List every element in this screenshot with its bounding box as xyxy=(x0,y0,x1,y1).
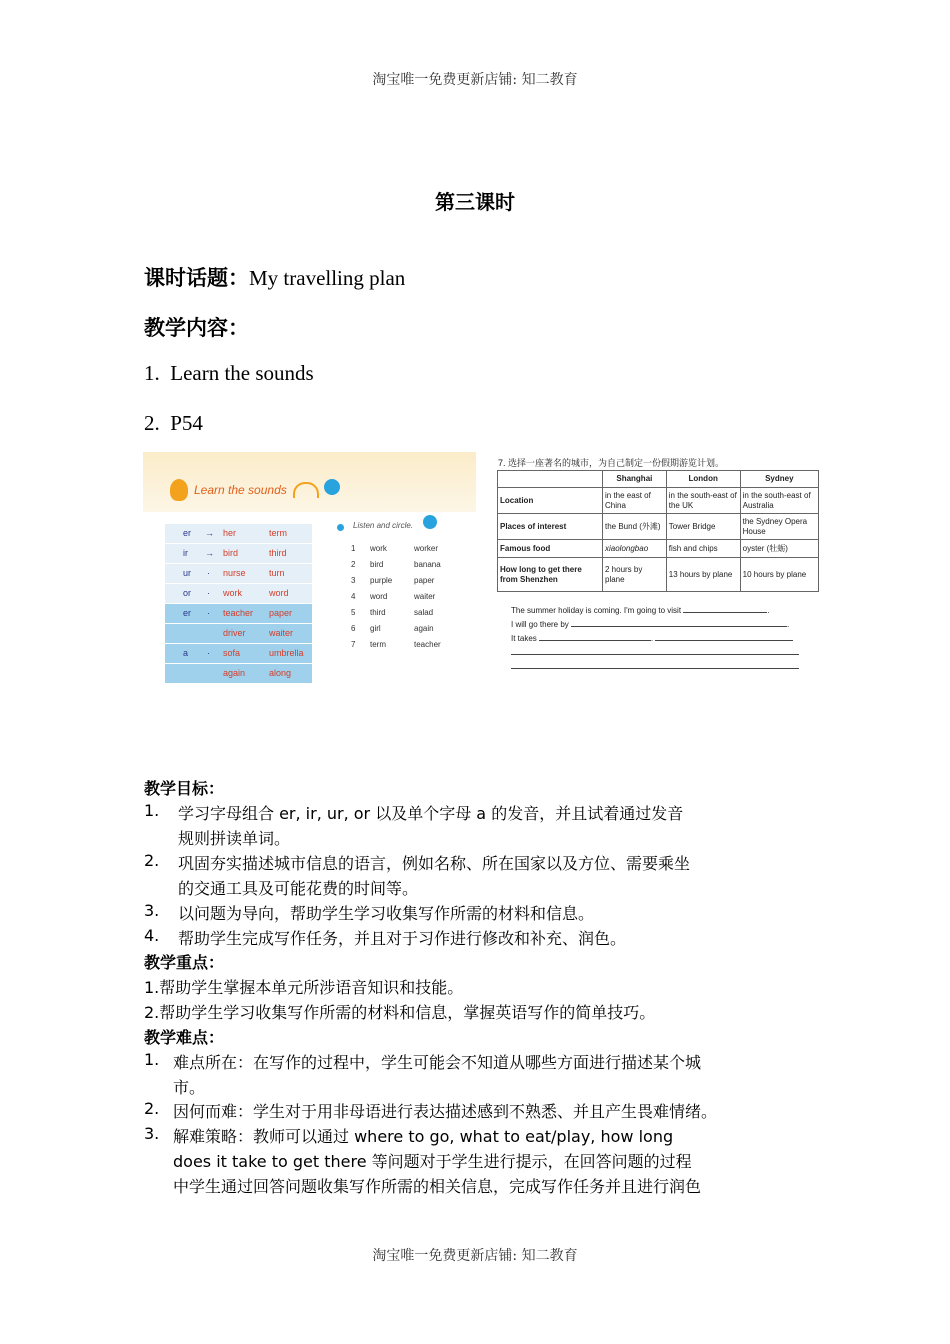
difficulties-heading: 教学难点： xyxy=(144,1028,225,1047)
table-row: er · teacher paper xyxy=(165,604,312,624)
city-header: Shanghai xyxy=(603,471,667,488)
topic-label: 课时话题 xyxy=(144,266,228,290)
exercise-question: 7. 选择一座著名的城市，为自己制定一份假期游览计划。 xyxy=(498,458,725,468)
page-footer: 淘宝唯一免费更新店铺: 知二教育 xyxy=(372,1248,578,1264)
sounds-table xyxy=(165,524,312,684)
topic-colon: ： xyxy=(228,266,249,290)
goal-2-cont: 的交通工具及可能花费的时间等。 xyxy=(178,879,419,898)
writing-template: The summer holiday is coming. I'm going to visit . I will go there by . It takes . xyxy=(511,604,811,674)
goal-1: 学习字母组合 er, ir, ur, or 以及单个字母 a 的发音，并且试着通过发音 xyxy=(178,804,684,823)
difficulty-2: 因何而难：学生对于用非母语进行表达描述感到不熟悉、并且产生畏难情绪。 xyxy=(173,1102,718,1121)
exercise-image xyxy=(495,452,825,684)
list-item: 4 word waiter xyxy=(351,592,436,601)
table-row: Location in the east of China in the south-east of the UK in the south-east of Australia xyxy=(498,488,819,514)
table-row: er → her term xyxy=(165,524,312,544)
difficulty-1: 难点所在：在写作的过程中，学生可能会不知道从哪些方面进行描述某个城 xyxy=(173,1053,702,1072)
table-row: How long to get there from Shenzhen 2 hours by plane 13 hours by plane 10 hours by plane xyxy=(498,558,819,592)
location-pin-icon xyxy=(324,479,340,495)
goals-heading: 教学目标： xyxy=(144,779,225,798)
writing-line-3: It takes xyxy=(511,634,537,643)
writing-line-1: The summer holiday is coming. I'm going to visit xyxy=(511,606,682,615)
goal-num: 4. xyxy=(144,926,160,945)
table-row: or · work word xyxy=(165,584,312,604)
listen-label: Listen and circle. xyxy=(353,521,414,530)
content-item-text: P54 xyxy=(170,411,203,435)
table-row: a · sofa umbrella xyxy=(165,644,312,664)
difficulty-num: 3. xyxy=(144,1124,160,1143)
list-item: 1 work worker xyxy=(351,544,439,553)
key-point-2: 2.帮助学生学习收集写作所需的材料和信息，掌握英语写作的简单技巧。 xyxy=(144,1003,656,1022)
table-row: Places of interest the Bund (外滩) Tower Bridge the Sydney Opera House xyxy=(498,514,819,540)
difficulty-3: 解难策略：教师可以通过 where to go, what to eat/play, how long xyxy=(173,1127,674,1146)
goal-3: 以问题为导向，帮助学生学习收集写作所需的材料和信息。 xyxy=(178,904,595,923)
page-title: 第三课时 xyxy=(435,190,515,214)
table-row: again along xyxy=(165,664,312,684)
difficulty-num: 2. xyxy=(144,1099,160,1118)
key-point-1: 1.帮助学生掌握本单元所涉语音知识和技能。 xyxy=(144,978,464,997)
content-item-text: Learn the sounds xyxy=(170,361,314,385)
table-row: ur · nurse turn xyxy=(165,564,312,584)
content-item-num: 1. xyxy=(144,361,160,385)
page-header: 淘宝唯一免费更新店铺: 知二教育 xyxy=(372,72,578,88)
difficulty-3-cont: does it take to get there 等问题对于学生进行提示，在回答问题的过程 xyxy=(173,1152,692,1171)
city-table xyxy=(497,470,819,592)
list-item: 2 bird banana xyxy=(351,560,441,569)
content-item-num: 2. xyxy=(144,411,160,435)
listen-list xyxy=(351,544,471,656)
goal-num: 1. xyxy=(144,801,160,820)
goal-1-cont: 规则拼读单词。 xyxy=(178,829,291,848)
content-label: 教学内容： xyxy=(144,316,249,340)
goal-4: 帮助学生完成写作任务，并且对于习作进行修改和补充、润色。 xyxy=(178,929,627,948)
goal-num: 3. xyxy=(144,901,160,920)
city-header: London xyxy=(666,471,740,488)
list-item: 6 girl again xyxy=(351,624,434,633)
content-item-1 xyxy=(144,361,314,386)
topic-value: My travelling plan xyxy=(249,266,406,290)
listen-dot-icon xyxy=(337,524,344,531)
key-points-heading: 教学重点： xyxy=(144,953,225,972)
goal-num: 2. xyxy=(144,851,160,870)
writing-line-2: I will go there by xyxy=(511,620,569,629)
list-item: 3 purple paper xyxy=(351,576,435,585)
list-item: 7 term teacher xyxy=(351,640,441,649)
list-item: 5 third salad xyxy=(351,608,434,617)
table-row: Famous food xiaolongbao fish and chips oyster (牡蛎) xyxy=(498,540,819,558)
table-row: ir → bird third xyxy=(165,544,312,564)
audio-badge-icon xyxy=(423,515,437,529)
difficulty-1-cont: 市。 xyxy=(173,1078,206,1097)
table-row: driver waiter xyxy=(165,624,312,644)
city-header: Sydney xyxy=(740,471,818,488)
topic-line xyxy=(144,262,405,292)
table-row xyxy=(498,471,819,488)
difficulty-num: 1. xyxy=(144,1050,160,1069)
content-item-2 xyxy=(144,411,203,436)
difficulty-3-cont2: 中学生通过回答问题收集写作所需的相关信息，完成写作任务并且进行润色 xyxy=(173,1177,702,1196)
learn-sounds-title: Learn the sounds xyxy=(194,483,287,497)
learn-sounds-image xyxy=(143,452,476,684)
headphones-icon xyxy=(293,482,319,498)
bird-mascot-icon xyxy=(170,479,188,501)
goal-2: 巩固夯实描述城市信息的语言，例如名称、所在国家以及方位、需要乘坐 xyxy=(178,854,691,873)
